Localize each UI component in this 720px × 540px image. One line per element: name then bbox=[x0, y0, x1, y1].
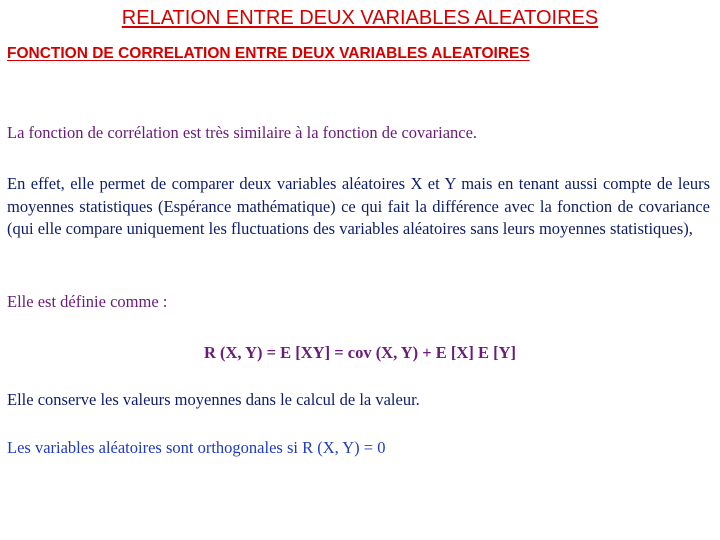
paragraph-orthogonality: Les variables aléatoires sont orthogonales si R (X, Y) = 0 bbox=[7, 438, 386, 457]
page-title: RELATION ENTRE DEUX VARIABLES ALEATOIRES bbox=[121, 7, 599, 29]
paragraph-definition-intro: Elle est définie comme : bbox=[7, 292, 168, 311]
correlation-formula: R (X, Y) = E [XY] = cov (X, Y) + E [X] E [Y] bbox=[203, 343, 516, 362]
paragraph-mean-values: Elle conserve les valeurs moyennes dans le calcul de la valeur. bbox=[7, 390, 420, 409]
paragraph-intro: La fonction de corrélation est très similaire à la fonction de covariance. bbox=[7, 123, 478, 142]
paragraph-explanation: En effet, elle permet de comparer deux variables aléatoires X et Y mais en tenant aussi compte de leurs moyennes statistiques (Espérance mathématique) ce qui fait la différence avec la fonction de covariance (qui elle compare uniquement les fluctuations des variables aléatoires sans leurs moyennes statistiques), bbox=[7, 174, 710, 238]
section-subtitle: FONCTION DE CORRELATION ENTRE DEUX VARIABLES ALEATOIRES bbox=[7, 45, 530, 62]
